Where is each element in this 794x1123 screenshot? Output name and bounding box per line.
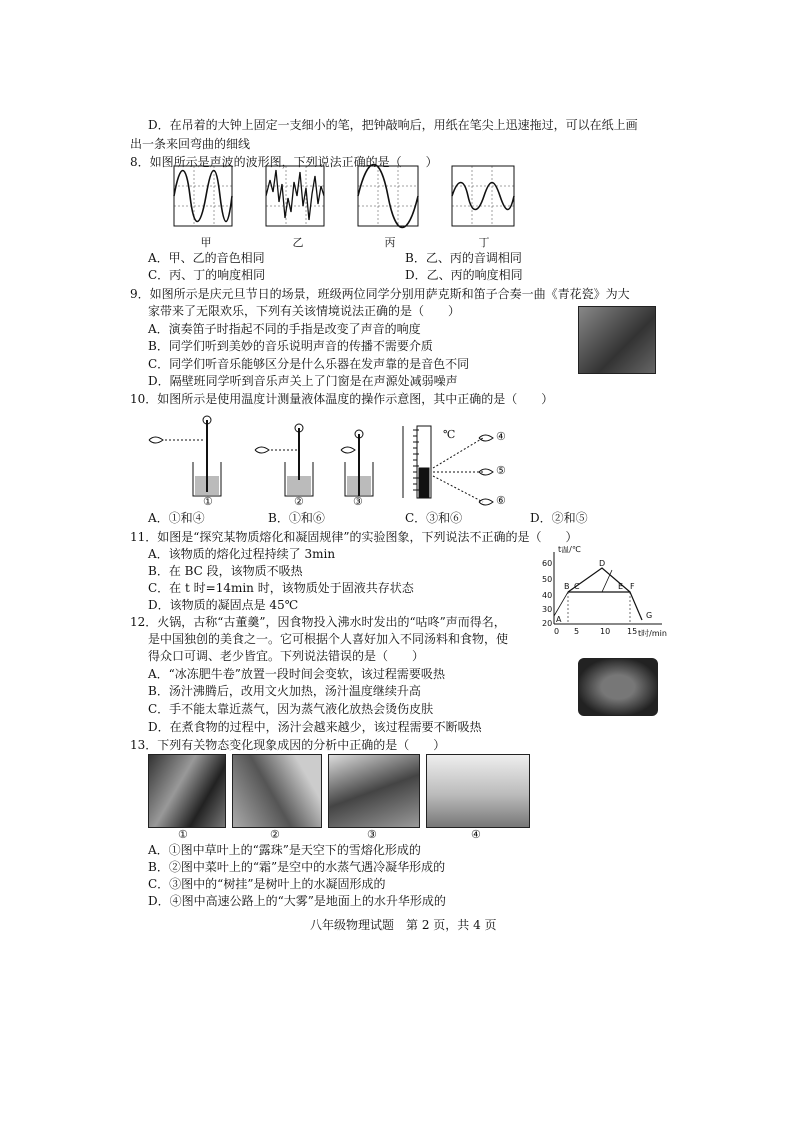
q12-option-a: A．“冰冻肥牛卷”放置一段时间会变软，该过程需要吸热 xyxy=(148,667,445,681)
svg-text:40: 40 xyxy=(542,591,553,600)
q13-photo-label-1: ① xyxy=(178,828,188,841)
wave-yi xyxy=(266,166,324,226)
q9-concert-photo xyxy=(578,306,656,374)
q13-photo-rime xyxy=(328,754,420,828)
q12-stem-line3: 得众口可调、老少皆宜。下列说法错误的是（ ） xyxy=(148,649,425,663)
q13-photo-fog xyxy=(426,754,530,828)
svg-text:C: C xyxy=(574,582,580,591)
q10-label-1: ① xyxy=(203,495,213,508)
q13-option-a: A．①图中草叶上的“露珠”是天空下的雪熔化形成的 xyxy=(148,843,421,857)
q10-option-b: B．①和⑥ xyxy=(268,511,325,525)
q10-option-c: C．③和⑥ xyxy=(405,511,463,525)
svg-text:60: 60 xyxy=(542,559,553,568)
q12-option-b: B．汤汁沸腾后，改用文火加热，汤汁温度继续升高 xyxy=(148,684,421,698)
q9-option-a: A．演奏笛子时指起不同的手指是改变了声音的响度 xyxy=(148,322,421,336)
eye-icon xyxy=(479,499,493,505)
svg-text:t温/℃: t温/℃ xyxy=(558,546,581,554)
q9-option-c: C．同学们听音乐能够区分是什么乐器在发声靠的是音色不同 xyxy=(148,357,470,371)
svg-text:G: G xyxy=(646,611,653,620)
q11-option-d: D．该物质的凝固点是 45℃ xyxy=(148,598,299,612)
svg-text:E: E xyxy=(618,582,624,591)
wave-jia xyxy=(174,166,232,226)
wave-bing xyxy=(358,165,418,228)
wave-label-ding: 丁 xyxy=(478,236,490,249)
q12-option-c: C．手不能太靠近蒸气，因为蒸气液化放热会烫伤皮肤 xyxy=(148,702,434,716)
q10-option-d: D．②和⑤ xyxy=(530,511,588,525)
svg-text:0: 0 xyxy=(554,627,560,636)
q10-label-5: ⑤ xyxy=(496,464,506,477)
svg-text:t时/min: t时/min xyxy=(638,629,667,638)
svg-text:30: 30 xyxy=(542,605,553,614)
page-footer: 八年级物理试题 第 2 页，共 4 页 xyxy=(310,918,497,932)
wave-label-yi: 乙 xyxy=(292,236,304,249)
q13-photo-label-4: ④ xyxy=(471,828,481,841)
q10-label-6: ⑥ xyxy=(496,494,506,507)
q11-graph xyxy=(534,546,674,642)
q13-option-b: B．②图中菜叶上的“霜”是空中的水蒸气遇冷凝华形成的 xyxy=(148,860,446,874)
q11-option-b: B．在 BC 段，该物质不吸热 xyxy=(148,564,303,578)
eye-icon xyxy=(149,437,163,443)
wave-label-jia: 甲 xyxy=(200,236,212,249)
q13-photo-frost xyxy=(232,754,322,828)
q13-stem: 13．下列有关物态变化现象成因的分析中正确的是（ ） xyxy=(130,738,446,752)
q7-option-d-line1: D．在吊着的大钟上固定一支细小的笔，把钟敲响后，用纸在笔尖上迅速拖过，可以在纸上画 xyxy=(148,118,638,132)
eye-icon xyxy=(341,447,355,453)
q10-label-3: ③ xyxy=(353,495,363,508)
q11-option-c: C．在 t 时=14min 时，该物质处于固液共存状态 xyxy=(148,581,414,595)
q7-option-d-line2: 出一条来回弯曲的细线 xyxy=(130,137,251,151)
q11-stem: 11．如图是“探究某物质熔化和凝固规律”的实验图象，下列说法不正确的是（ ） xyxy=(130,530,578,544)
wave-label-bing: 丙 xyxy=(384,236,396,249)
q13-option-c: C．③图中的“树挂”是树叶上的水凝固形成的 xyxy=(148,877,386,891)
q10-label-4: ④ xyxy=(496,430,506,443)
svg-text:F: F xyxy=(630,582,635,591)
q9-option-b: B．同学们听到美妙的音乐说明声音的传播不需要介质 xyxy=(148,339,433,353)
q8-option-b: B．乙、丙的音调相同 xyxy=(405,251,522,265)
q9-stem-line1: 9．如图所示是庆元旦节日的场景，班级两位同学分别用萨克斯和笛子合奏一曲《青花瓷》为大 xyxy=(130,287,630,301)
q12-stem-line1: 12．火锅，古称“古董羹”，因食物投入沸水时发出的“咕咚”声而得名， xyxy=(130,615,506,629)
q13-photo-label-2: ② xyxy=(270,828,280,841)
q13-option-d: D．④图中高速公路上的“大雾”是地面上的水升华形成的 xyxy=(148,894,446,908)
q8-option-a: A．甲、乙的音色相同 xyxy=(148,251,265,265)
svg-text:A: A xyxy=(556,615,562,624)
q9-option-d: D．隔壁班同学听到音乐声关上了门窗是在声源处减弱噪声 xyxy=(148,374,458,388)
q12-hotpot-photo xyxy=(578,658,658,716)
svg-text:20: 20 xyxy=(542,619,553,628)
svg-text:50: 50 xyxy=(542,575,553,584)
q10-option-a: A．①和④ xyxy=(148,511,205,525)
q10-stem: 10．如图所示是使用温度计测量液体温度的操作示意图，其中正确的是（ ） xyxy=(130,392,554,406)
q13-photo-label-3: ③ xyxy=(367,828,377,841)
q10-label-2: ② xyxy=(294,495,304,508)
svg-text:15: 15 xyxy=(627,627,638,636)
wave-ding xyxy=(452,166,514,226)
q11-option-a: A．该物质的熔化过程持续了 3min xyxy=(148,547,336,561)
q12-option-d: D．在煮食物的过程中，汤汁会越来越少，该过程需要不断吸热 xyxy=(148,720,482,734)
svg-text:5: 5 xyxy=(574,627,580,636)
q10-unit: ℃ xyxy=(443,428,456,441)
q9-stem-line2: 家带来了无限欢乐，下列有关该情境说法正确的是（ ） xyxy=(148,304,461,318)
eye-icon xyxy=(255,447,269,453)
svg-text:10: 10 xyxy=(600,627,611,636)
svg-text:D: D xyxy=(599,559,606,568)
q12-stem-line2: 是中国独创的美食之一。它可根据个人喜好加入不同汤料和食物，使 xyxy=(148,632,509,646)
q8-option-d: D．乙、丙的响度相同 xyxy=(405,268,523,282)
q8-stem: 8．如图所示是声波的波形图，下列说法正确的是（ ） xyxy=(130,155,438,169)
q13-photo-dew xyxy=(148,754,226,828)
svg-text:B: B xyxy=(564,582,570,591)
q10-thermometer-figure xyxy=(145,410,525,510)
q8-option-c: C．丙、丁的响度相同 xyxy=(148,268,266,282)
eye-icon xyxy=(479,435,493,441)
